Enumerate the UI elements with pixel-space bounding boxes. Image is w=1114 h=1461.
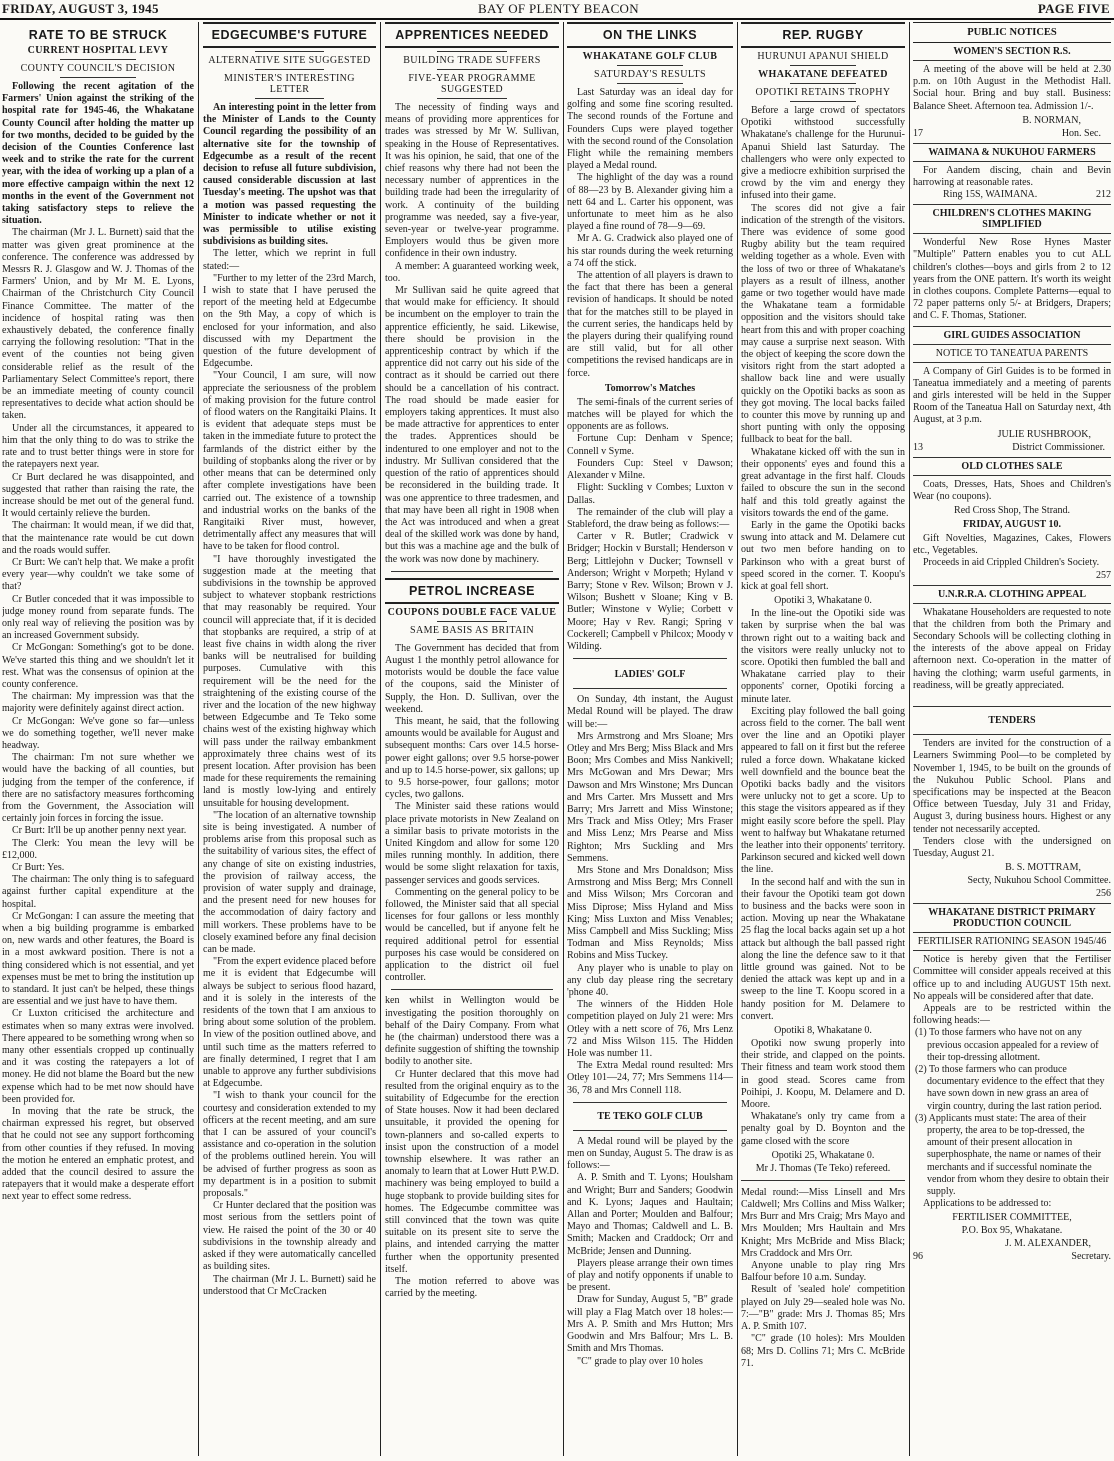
notice-title: WAIMANA & NUKUHOU FARMERS [928,146,1096,158]
paragraph: Whakatane's only try came from a penalty goal by D. Boynton and the game closed with the score [741,1111,905,1147]
headline-box [385,22,559,48]
section-heading: Tomorrow's Matches [604,382,696,394]
paragraph: Cr McGongan: We've gone so far—unless we do something together, we'll never make headway. [2,715,194,751]
lead-paragraph: An interesting point in the letter from the Minister of Lands to the County Council regarding the possibility of an alternative site for the township of Edgecumbe as a result of the recent decision to refuse all future subdivision, caused considerable discussion at last Tuesday's meeting. The upshot was that a motion was passed requesting the Minister to indicate whether or not it was permissible to utilise existing subdivisions as building sites. [203,102,376,248]
notice-signature: J. M. ALEXANDER, [1005,1238,1091,1250]
notice-title: OLD CLOTHES SALE [961,460,1063,472]
column-rule [737,22,738,1456]
notice-number: 256 [1096,888,1111,900]
divider [790,83,856,84]
article-edgecumbe [203,22,376,1458]
paragraph: The chairman (Mr J. L. Burnett) said he understood that Cr McCracken [203,1273,376,1297]
divider [391,989,553,990]
notice-signature: B. S. MOTTRAM, [1005,862,1081,874]
paragraph: Cr Hunter declared that the position was most serious from the settlers point of view. He raised the point of the 30 or 40 subdivisions in the township already and asked if they were automatically cancelled as building sites. [203,1200,376,1273]
headline: EDGECUMBE'S FUTURE [211,28,368,42]
divider [741,1180,905,1181]
paragraph: Commenting on the general policy to be followed, the Minister said that all special licenses for four gallons or less monthly would be cancelled, but if anyone felt he required additional petrol for essential purposes his case would be considered on application to the district oil fuel controller. [385,886,559,984]
notice-footer [913,1251,1111,1263]
paragraph: The scores did not give a fair indication of the strength of the visitors. There was evidence of some good Rugby ability but the team required welding together as a whole. Even with the loss of two or three of Whakatane's players as a result of illness, another game or two together would have made the Whakatane team a formidable opposition and the visitors should take heart from this and with proper coaching may cause a surprise next season. With the object of keeping the score down the visitors right from the start adopted a shallow back line and were usually quickly on the Opotiki backs as soon as they got moving. The local backs failed to counter this move by running up and short punting with only the opposing fullback to beat for the ball. [741,202,905,446]
subheadline: HURUNUI APANUI SHIELD [757,51,889,62]
section-heading: TE TEKO GOLF CLUB [597,1110,703,1122]
column-rule [198,22,199,1456]
divider [913,326,1111,327]
paragraph: A Medal round will be played by the men on Sunday, August 5. The draw is as follows:— [567,1135,733,1172]
notice-tail: Ring 15S, WAIMANA. [943,189,1038,201]
notice-body: A Company of Girl Guides is to be formed in Taneatua immediately and a meeting of parents and girls interested will be held in the Supper Room of the Taneatua Hall on Saturday next, 4th August, at 3 p.m. [913,365,1111,426]
notice-signature: JULIE RUSHBROOK, [997,428,1091,440]
paragraph: Cr Burt: It'll be up another penny next year. [12,825,187,837]
paragraph: "From the expert evidence placed before me it is evident that Edgecumbe will always be subject to serious flood hazard, and it is solely in the interests of the residents of the town that I am anxious to bring about some solution of the problem. In view of the position outlined above, and until such time as the matters referred to are finally determined, I regret that I am unable to approve any further subdivisions at Edgecumbe. [203,956,376,1090]
notice-signature: B. NORMAN, [1022,114,1081,126]
divider [913,706,1111,707]
subheadline: SATURDAY'S RESULTS [594,69,706,80]
paragraph: Whakatane kicked off with the sun in their opponents' eyes and found this a great advantage in the first half. Clouds failed to obscure the sun in the second half and this told greatly against the visitors towards the end of the game. [741,446,905,519]
subheadline: BUILDING TRADE SUFFERS [403,55,541,66]
paragraph: Medal round:—Miss Linsell and Mrs Caldwell; Mrs Collins and Miss Walker; Mrs Burr and Mrs Craig; Mrs Mayo and Mrs Moulden; Mrs Haultain and Mrs Knight; Mrs McBride and Miss Black; Mrs Craddock and Mrs Orr. [741,1186,905,1259]
paragraph: Last Saturday was an ideal day for golfing and some fine scoring resulted. The second rounds of the Fortune and Founders Cups were played together with the second round of the Consolation Flight while the remaining members played a Medal round. [567,87,733,172]
notice-title: TENDERS [988,715,1036,727]
paragraph: Result of 'sealed hole' competition played on July 29—sealed hole was No. 7:—"B" grade: Mrs J. Thomas 85; Mrs A. P. Smith 107. [741,1284,905,1333]
paragraph: "Your Council, I am sure, will now appreciate the seriousness of the problem of making provision for the future control of flood waters on the Rangitaiki Plains. It is evident that adequate steps must be taken in the immediate future to protect the farmlands of the district either by the building of stopbanks along the river or by other means that can be determined only after complete investigations have been carried out. The existence of a township and industrial works on the banks of the Rangitaiki River must, however, detrimentally affect any measures that will have to be taken for flood control. [203,370,376,553]
paragraph: Any player who is unable to play on any club day please ring the secretary 'phone 40. [567,962,733,999]
notice-body: Wonderful New Rose Hynes Master "Multiple" Pattern enables you to cut ALL children's clothes—boys and girls from 2 to 12 years from the ONE pattern. It's worth its weight in clothes coupons. Complete Patterns—equal to 72 paper patterns only 5/- at Bridgers, Drapers; and C. F. Thomas, Stationer. [913,237,1111,322]
subheadline: OPOTIKI RETAINS TROPHY [755,87,891,98]
divider [573,688,727,689]
paragraph: Cr Burt: We can't help that. We make a profit every year—why couldn't we take some of that? [2,556,194,593]
masthead: BAY OF PLENTY BEACON [478,1,639,16]
referee-line: Mr J. Thomas (Te Teko) refereed. [755,1162,891,1174]
paragraph: "C" grade to play over 10 holes [577,1355,703,1367]
subheadline: FIVE-YEAR PROGRAMME SUGGESTED [408,73,536,95]
divider [617,83,683,84]
divider [437,621,507,622]
notice-subtitle: FERTILISER RATIONING SEASON 1945/46 [917,936,1107,948]
paragraph: "I have thoroughly investigated the suggestion made at the meeting that subdivisions in the township be approved subject to whatever stopbank restrictions that may reasonably be required. Your council will appreciate that, if it is decided that stopbanks are required, a strip of at least five chains in width along the river banks will be neutralised for building purposes. Cumulative with this requirement will be the need for the straightening of the existing course of the river and the location of the new highway between Edgecumbe and Te Teko some chains west of the existing highway which will pass under the railway embankment approximately three chains west of its present location. After provision has been made for these requirements the remaining land is mostly low-lying and entirely unsuitable for housing development. [203,553,376,809]
paragraph: Flight: Suckling v Combes; Luxton v Dallas. [567,482,733,506]
subheadline: COUNTY COUNCIL'S DECISION [20,63,176,74]
notice-body: Coats, Dresses, Hats, Shoes and Children's Wear (no coupons). [913,478,1111,502]
notice-body: Gift Novelties, Magazines, Cakes, Flowers etc., Vegetables. [913,533,1111,557]
divider [913,233,1111,234]
notice-role: Hon. Sec. [1061,127,1101,139]
notice-body: Proceeds in aid Crippled Children's Society. [923,557,1100,569]
notice-address: FERTILISER COMMITTEE, [952,1212,1072,1224]
divider [913,950,1111,951]
paragraph: Founders Cup: Steel v Dawson; Alexander v Milne. [567,457,733,482]
paragraph: Carter v R. Butler; Cradwick v Bridger; Hockin v Burstall; Henderson v Berg; Littlejohn v Ducker; Townsell v Anderson; Wright v Morpeth; Hyland v Barry; Stone v Rev. Wilson; Brown v J. Wilson; Bushett v Sloane; King v B. Butler; Winstone v Wylie; Corbett v Moore; Hay v Rev. Rangi; Spring v Cockerell; Campbell v Philcox; Moody v Wilding. [567,531,733,652]
divider [913,161,1111,162]
divider [573,658,727,659]
divider [60,77,137,78]
paragraph: Under all the circumstances, it appeared to him that the only thing to do was to strike the rate and to trust better things were in store for the ratepayers next year. [2,422,194,471]
notice-body: Whakatane Householders are requested to note that the children from both the Primary and Secondary Schools will be collecting clothing in the interests of the above appeal on Friday afternoon next. Co-operation in the matter of having the clothing; warm useful garments, in readiness, will be greatly appreciated. [913,606,1111,691]
list-item: (2) To those farmers who can produce documentary evidence to the effect that they have sown down in new grass an area of virgin country, during the last ration period. [915,1063,1105,1112]
score-line: Opotiki 8, Whakatane 0. [774,1025,872,1037]
paragraph: In moving that the rate be struck, the chairman expressed his regret, but observed that he could not see any support forthcoming from other counties if they refused. In moving the motion he entered an emphatic protest, and added that the council desired to assure the ratepayers that it would make a desperate effort next year to effect some redress. [2,1106,194,1203]
notice-footer [913,189,1111,201]
issue-date: FRIDAY, AUGUST 3, 1945 [2,1,159,16]
notice-body: A meeting of the above will be held at 2.30 p.m. on 10th August in the Methodist Hall. Social hour. Bring and buy stall. Business: Balance Sheet. Afternoon tea. Admission 1/-. [913,64,1111,112]
paragraph: The Government has decided that from August 1 the monthly petrol allowance for motorists would be double the face value of the coupons, said the Minister of Supply, the Hon. D. Sullivan, over the weekend. [385,642,559,715]
notice-title: GIRL GUIDES ASSOCIATION [943,329,1081,341]
paragraph: The semi-finals of the current series of matches will be played for which the opponents are as follows. [567,396,733,433]
paragraph: The Extra Medal round resulted: Mrs Otley 101—24, 77; Mrs Semmens 114—36, 78 and Mrs Connell 118. [567,1060,733,1096]
notice-role: District Commissioner. [1012,441,1105,453]
divider [391,571,553,572]
paragraph: Mrs Stone and Mrs Donaldson; Miss Armstrong and Miss Berg; Mrs Connell and Miss Wilson; Mrs Corcoran and Miss Diprose; Miss Hyland and Miss King; Miss Luxton and Miss Venables; Miss Campbell and Miss Suckling; Miss Todman and Miss Reynolds; Miss Robins and Miss Tuckey. [567,864,733,962]
column-rule [909,22,910,1456]
divider [437,639,507,640]
paragraph: The letter, which we reprint in full stated:— [203,248,376,272]
notice-number: 96 [913,1251,923,1263]
divider [790,101,856,102]
notice-body: Tenders are invited for the construction of a Learners Swimming Pool—to be completed by November 1, 1945, to be built on the grounds of the Nukuhou Public School. Plans and specifications may be inspected at the Beacon Office between Tuesday, July 31 and Friday, August 3, during business hours. Highest or any tender not necessarily accepted. [913,738,1111,835]
paragraph: The chairman: It would mean, if we did that, that the maintenance rate would be cut down and the roads would suffer. [2,520,194,556]
paragraph: Draw for Sunday, August 5, "B" grade will play a Flag Match over 18 holes:—Mrs A. P. Smith and Mrs Hutton; Mrs Goodwin and Mrs Balfour; Mrs L. B. Smith and Mrs Thomas. [567,1294,733,1355]
divider [573,1130,727,1131]
paragraph: The motion referred to above was carried by the meeting. [385,1276,559,1300]
paragraph: Opotiki now swung properly into their stride, and clapped on the points. Their fitness and team work stood them in good stead. Scores came from Poihipi, J. Koopu, M. Delamere and D. Moore. [741,1038,905,1111]
headline: REP. RUGBY [782,28,864,42]
paragraph: Anyone unable to play ring Mrs Balfour before 10 a.m. Sunday. [741,1260,905,1284]
paragraph: In the second half and with the sun in their favour the Opotiki team got down to business and the backs were soon in action. Moving up near the Whakatane 25 flag the local backs again set up a hot attack but although the ball passed right along the line the defence saw to it that little ground was gained. Not to be denied the attack was kept up and in a sweep to the line T. Koopu scored in a handy position for M. Delamere to convert. [741,876,905,1022]
notice-body: For Aandem discing, chain and Bevin harrowing at reasonable rates. [913,164,1111,189]
divider [437,51,507,52]
headline-box [913,22,1111,43]
paragraph: Cr McGongan: Something's got to be done. We've started this thing and we shouldn't let it rest. What was the consensus of opinion at the county conference. [2,642,194,690]
notice-footer [913,442,1111,454]
notice-body: Tenders close with the undersigned on Tuesday, August 21. [913,835,1111,859]
paragraph: The chairman: I'm not sure whether we would have the backing of all counties, but judging from the temper of the conference, if there are no satisfactory measures forthcoming from the Government, the Association will certainly join forces in forcing the issue. [2,752,194,825]
paragraph: The chairman: The only thing is to safeguard against further capital expenditure at the hospital. [2,874,194,910]
paragraph: The necessity of finding ways and means of providing more apprentices for trades was stressed by Mr W. Sullivan, speaking in the House of Representatives. It was his opinion, he said, that one of the chief reasons why there had not been the necessary number of apprentices in the building trade had been the irregularity of work. A continuity of the building programme was needed, say a five-year, seven-year or twelve-year programme. Employers would thus be given more confidence in their own industry. [385,102,559,260]
divider [60,59,137,60]
section-heading: LADIES' GOLF [614,669,686,681]
paragraph: Cr Burt declared he was disappointed, and suggested that rather than raising the rate, the increase should be met out of the general fund. It would certainly relieve the burden. [2,471,194,520]
notice-role: Secretary. [1071,1251,1111,1263]
divider [913,603,1111,604]
headline: APPRENTICES NEEDED [395,28,549,42]
score-line: Opotiki 25, Whakatane 0. [771,1149,875,1161]
paragraph: The remainder of the club will play a Stableford, the draw being as follows:— [567,506,733,530]
divider [617,65,683,66]
notice-role: Secty, Nukuhou School Committee. [967,875,1111,887]
paragraph: Cr McGongan: I can assure the meeting that when a big building programme is embarked on, new wards and other features, the Board is in a most awkward position. There is not a thing considered which is not essential, and yet expenses must be met to bring the institution up to standard. It just can't be helped, these things are essential and we just have to have them. [2,910,194,1008]
paragraph: Early in the game the Opotiki backs swung into attack and M. Delamere cut out two men before handing on to Parkinson who with a great burst of speed scored in the corner. T. Koopu's kick at goal fell short. [741,519,905,592]
divider [913,344,1111,345]
headline: PETROL INCREASE [408,583,536,598]
headline: RATE TO BE STRUCK [28,28,168,42]
subheadline: SAME BASIS AS BRITAIN [409,624,534,636]
notice-line: Red Cross Shop, The Strand. [954,505,1070,517]
notice-title: U.N.R.R.A. CLOTHING APPEAL [937,588,1087,600]
public-notices [913,22,1111,1458]
divider [913,585,1111,586]
score-line: Opotiki 3, Whakatane 0. [774,595,872,607]
headline: ON THE LINKS [602,28,698,42]
divider [913,457,1111,458]
paragraph: Cr Burt: Yes. [12,862,65,873]
paragraph: The attention of all players is drawn to the fact that there has been a general revision of handicaps. It should be noted that for the matches still to be played in the current series, the handicaps held by the players during their qualifying round are still valid, but for all other competitions the revised handicaps are in force. [567,270,733,379]
notice-title: WOMEN'S SECTION R.S. [953,46,1071,57]
divider [255,51,324,52]
subheadline: CURRENT HOSPITAL LEVY [27,45,169,56]
divider [255,69,324,70]
notice-footer [913,888,1111,900]
paragraph: A member: A guaranteed working week, too. [385,260,559,284]
divider [255,98,324,99]
notice-body: Appeals are to be restricted within the following heads:— [913,1002,1111,1027]
article-hospital-levy [2,22,194,1458]
divider [790,65,856,66]
divider [913,143,1111,144]
column-rule [563,22,564,1456]
paragraph: A. P. Smith and T. Lyons; Houlsham and Wright; Burr and Sanders; Goodwin and K. Lyons; Jaques and Haultain; Allan and Porter; Moulden and Balfour; Mayo and Thomas; Caldwell and L. B. Smith; Macken and Craddock; Orr and McBride; Jensen and Dunning. [567,1172,733,1257]
headline: PUBLIC NOTICES [967,27,1057,38]
subheadline: WHAKATANE GOLF CLUB [582,51,718,62]
headline-box [385,578,559,604]
paragraph: Mr A. G. Cradwick also played one of his star rounds during the week returning a 74 off the stick. [567,233,733,269]
paragraph: Cr Butler conceded that it was impossible to judge money round from separate funds. The only real way of relieving the position was by an increased Government subsidy. [2,593,194,642]
paragraph: The Clerk: You mean the levy will be £12,000. [2,837,194,861]
subheadline: MINISTER'S INTERESTING LETTER [224,73,355,95]
column-rule [380,22,381,1456]
divider [573,1102,727,1103]
paragraph: Cr Luxton criticised the architecture and estimates when so many extras were involved. There appeared to be something wrong when so many other essentials cropped up continually and it was costing the ratepayers a lot of money. He did not blame the Board but the new expense which had to be met now should have been provided for. [2,1008,194,1105]
divider [913,734,1111,735]
paragraph: The highlight of the day was a round of 88—23 by B. Alexander giving him a nett 64 and L. Carter his opponent, was unfortunate to meet him as he also played a fine round of 78—9—69. [567,172,733,233]
divider [913,932,1111,933]
divider [913,475,1111,476]
notice-number: 17 [913,127,923,139]
paragraph: The chairman: My impression was that the majority were definitely against direct action. [2,691,194,715]
divider [437,98,507,99]
page-header [0,0,1114,20]
paragraph: Mrs Armstrong and Mrs Sloane; Mrs Otley and Mrs Berg; Miss Black and Mrs Boon; Mrs Combes and Miss Nankivell; Mrs McGowan and Mrs Dewar; Mrs Dawson and Mrs Winstone; Mrs Duncan and Mrs Carter. Mrs Mussett and Mrs Barry; Mrs Jarrett and Miss Winstone; Mrs Track and Miss Otley; Mrs Fraser and Miss Lenz; Mrs Pearse and Miss Righton; Mrs Suckling and Mrs Semmens. [567,730,733,864]
paragraph: The chairman (Mr J. L. Burnett) said that the matter was given great prominence at the conference. The conference was addressed by Messrs R. J. Glasgow and W. J. Thomas of the Farmers' Union, and by Mr M. E. Lyons, Chairman of the Christchurch City Council Finance Committee. The matter of the incidence of hospital rating was then exhaustively debated, the conference finally carrying the following resolution: "That in the event of the counties not being given considerable relief as the result of the Parliamentary Select Committee's report, there be an immediate meeting of county council representatives to decide what action should be taken. [2,227,194,422]
divider [913,903,1111,904]
notice-number: 13 [913,441,923,453]
notice-number: 257 [1096,569,1111,581]
notice-body: Applications to be addressed to: [923,1198,1052,1210]
notice-line: FRIDAY, AUGUST 10. [963,519,1061,531]
paragraph: The winners of the Hidden Hole competition played on July 21 were: Mrs Otley with a nett score of 76, Mrs Lenz 72 and Miss Wilson 115. The Hidden Hole was number 11. [567,999,733,1060]
paragraph: In the line-out the Opotiki side was taken by surprise when the bal was thrown right out to a waiting back and the visitors were really unlucky not to score. Opotiki then fumbled the ball and Whakatane carried play to their opponents' corner, Opotiki forcing a minute later. [741,608,905,705]
divider [437,69,507,70]
subheadline: ALTERNATIVE SITE SUGGESTED [208,55,371,66]
divider [913,362,1111,363]
paragraph: Before a large crowd of spectators Opotiki withstood successfully Whakatane's challenge for the Hurunui-Apanui Shield last Saturday. The challengers who were only expected to give a mediocre exhibition surprised the crowd by the vim and energy they infused into their game. [741,105,905,202]
notice-subtitle: NOTICE TO TANEATUA PARENTS [935,347,1089,359]
notice-title: WHAKATANE DISTRICT PRIMARY PRODUCTION COUNCIL [928,907,1096,930]
headline-box [567,22,733,48]
paragraph: Exciting play followed the ball going across field to the corner. The ball went over the line and an Opotiki player appeared to fall on it first but the referee ruled a force down. Whakatane kicked well downfield and the bounce beat the Opotiki backs badly and the visitors were unlucky not to get a score. Up to this stage the visitors appeared as if they might easily score before the spell. Play went to halfway but Whakatane returned the leather into their opponents' territory. Parkinson secured and kicked well down the line. [741,705,905,876]
paragraph: Mr Sullivan said he quite agreed that that would make for efficiency. It should be incumbent on the employer to train the apprentice efficiently, he said. Likewise, there should be provision in the apprenticeship contract by which if the apprentice did not carry out his side of the contract as it should be carried out there should be a cancellation of his contract. The road should be made easier for employers taking apprentices. It must also be made attractive for apprentices to enter the trades. Apprentices should be indentured to one employer and not to the industry. Mr Sullivan considered that the question of the ratio of apprentices should be reconsidered in the building trade. It was one apprentice to three tradesmen, and that may have been all right in 1908 when the Act was introduced and when a great deal of the skilled work was done by hand, but this was a machine age and the bulk of the work was now done by machinery. [385,285,559,565]
notice-footer [913,570,1111,582]
paragraph: Players please arrange their own times of play and notify opponents if unable to be present. [567,1257,733,1294]
paragraph: This meant, he said, that the following amounts would be available for August and subsequent months: Cars over 14.5 horse-power eight gallons; over 9.5 horse-power and up to 14.5 horse-power, six gallons; up to 9.5 horse-power, four gallons; motor cycles, two gallons. [385,715,559,801]
list-item: (3) Applicants must state: The area of their property, the area to be top-dressed, the amount of their present allocation in superphosphate, the name or names of their merchants and if successful nominate the vendor from whom they desire to obtain their supply. [915,1112,1109,1197]
paragraph: On Sunday, 4th instant, the August Medal Round will be played. The draw will be:— [567,694,733,730]
paragraph: "C" grade (10 holes): Mrs Moulden 68; Mrs D. Collins 71; Mrs C. McBride 71. [741,1333,905,1369]
subheadline: COUPONS DOUBLE FACE VALUE [387,606,557,618]
list-item: (1) To those farmers who have not on any previous occasion appealed for a review of their top-dressing allotment. [915,1027,1099,1063]
paragraph: ken whilst in Wellington would be investigating the position thoroughly on behalf of the Dairy Company. From what he (the chairman) understood there was a definite suggestion of shifting the township bodily to another site. [385,995,559,1068]
paragraph: Fortune Cup: Denham v Spence; Connell v Syme. [567,433,733,457]
paragraph: Cr Hunter declared that this move had resulted from the original enquiry as to the suitability of Edgecumbe for the erection of State houses. Now it had been declared unsuitable, it provided the opening for town-planners and so-called experts to insist upon the construction of a model township elsewhere. It was rather an anomaly to learn that at Lower Hutt P.W.D. machinery was being employed to build a huge stopbank to provide building sites for homes. The Edgecumbe committee was still convinced that the town was quite suitable on its present site to serve the plains, and intended carrying the matter further when the opportunity presented itself. [385,1068,559,1275]
divider [913,204,1111,205]
subheadline: WHAKATANE DEFEATED [758,69,888,80]
lead-paragraph: Following the recent agitation of the Farmers' Union against the striking of the hospital rate for 1945-46, the Whakatane County Council after holding the matter up for two months, decided to be guided by the decision of the Counties Conference last week and to strike the rate for the current year, with the idea of working up a plan of a more effective campaign within the next 12 months in the event of the Government not taking satisfactory steps to relieve the situation. [2,81,194,227]
notice-footer [913,128,1111,140]
headline-box [741,22,905,48]
article-golf [567,22,733,1458]
paragraph: The Minister said these rations would place private motorists in New Zealand on a similar basis to private motorists in the United Kingdom and allow for some 120 miles running monthly. In addition, there would be some slight relaxation for taxis, passenger services and goods services. [385,801,559,886]
notice-title: CHILDREN'S CLOTHES MAKING SIMPLIFIED [932,208,1092,231]
divider [913,60,1111,61]
article-rugby [741,22,905,1458]
notice-address: P.O. Box 95, Whakatane. [961,1225,1063,1237]
article-apprentices [385,22,559,1458]
paragraph: "Further to my letter of the 23rd March, I wish to state that I have perused the report of the meeting held at Edgecumbe on the 9th May, a copy of which is enclosed for your information, and also discussed with my Department the question of the future development of Edgecumbe. [203,272,376,370]
paragraph: "The location of an alternative township site is being investigated. A number of problems arise from this proposal such as the suitability of various sites, the effect of any change of site on existing industries, the provision of railway access, the provision of water supply and drainage, and the present need for new houses for the accommodation of dairy factory and mill workers. These problems have to be closely examined before any final decision can be made. [203,809,376,956]
notice-number: 212 [1096,189,1111,201]
notice-body: Notice is hereby given that the Fertiliser Committee will consider appeals received at this office up to and including AUGUST 15th next. No appeals will be considered after that date. [913,954,1111,1002]
headline-box [203,22,376,48]
paragraph: "I wish to thank your council for the courtesy and consideration extended to my officers at the recent meeting, and am sure that I can be assured of your council's assistance and co-operation in the solution of the problems outlined herein. You will be advised of further progress as soon as my department is in a position to submit proposals." [203,1090,376,1200]
page-number: PAGE FIVE [1037,1,1110,16]
